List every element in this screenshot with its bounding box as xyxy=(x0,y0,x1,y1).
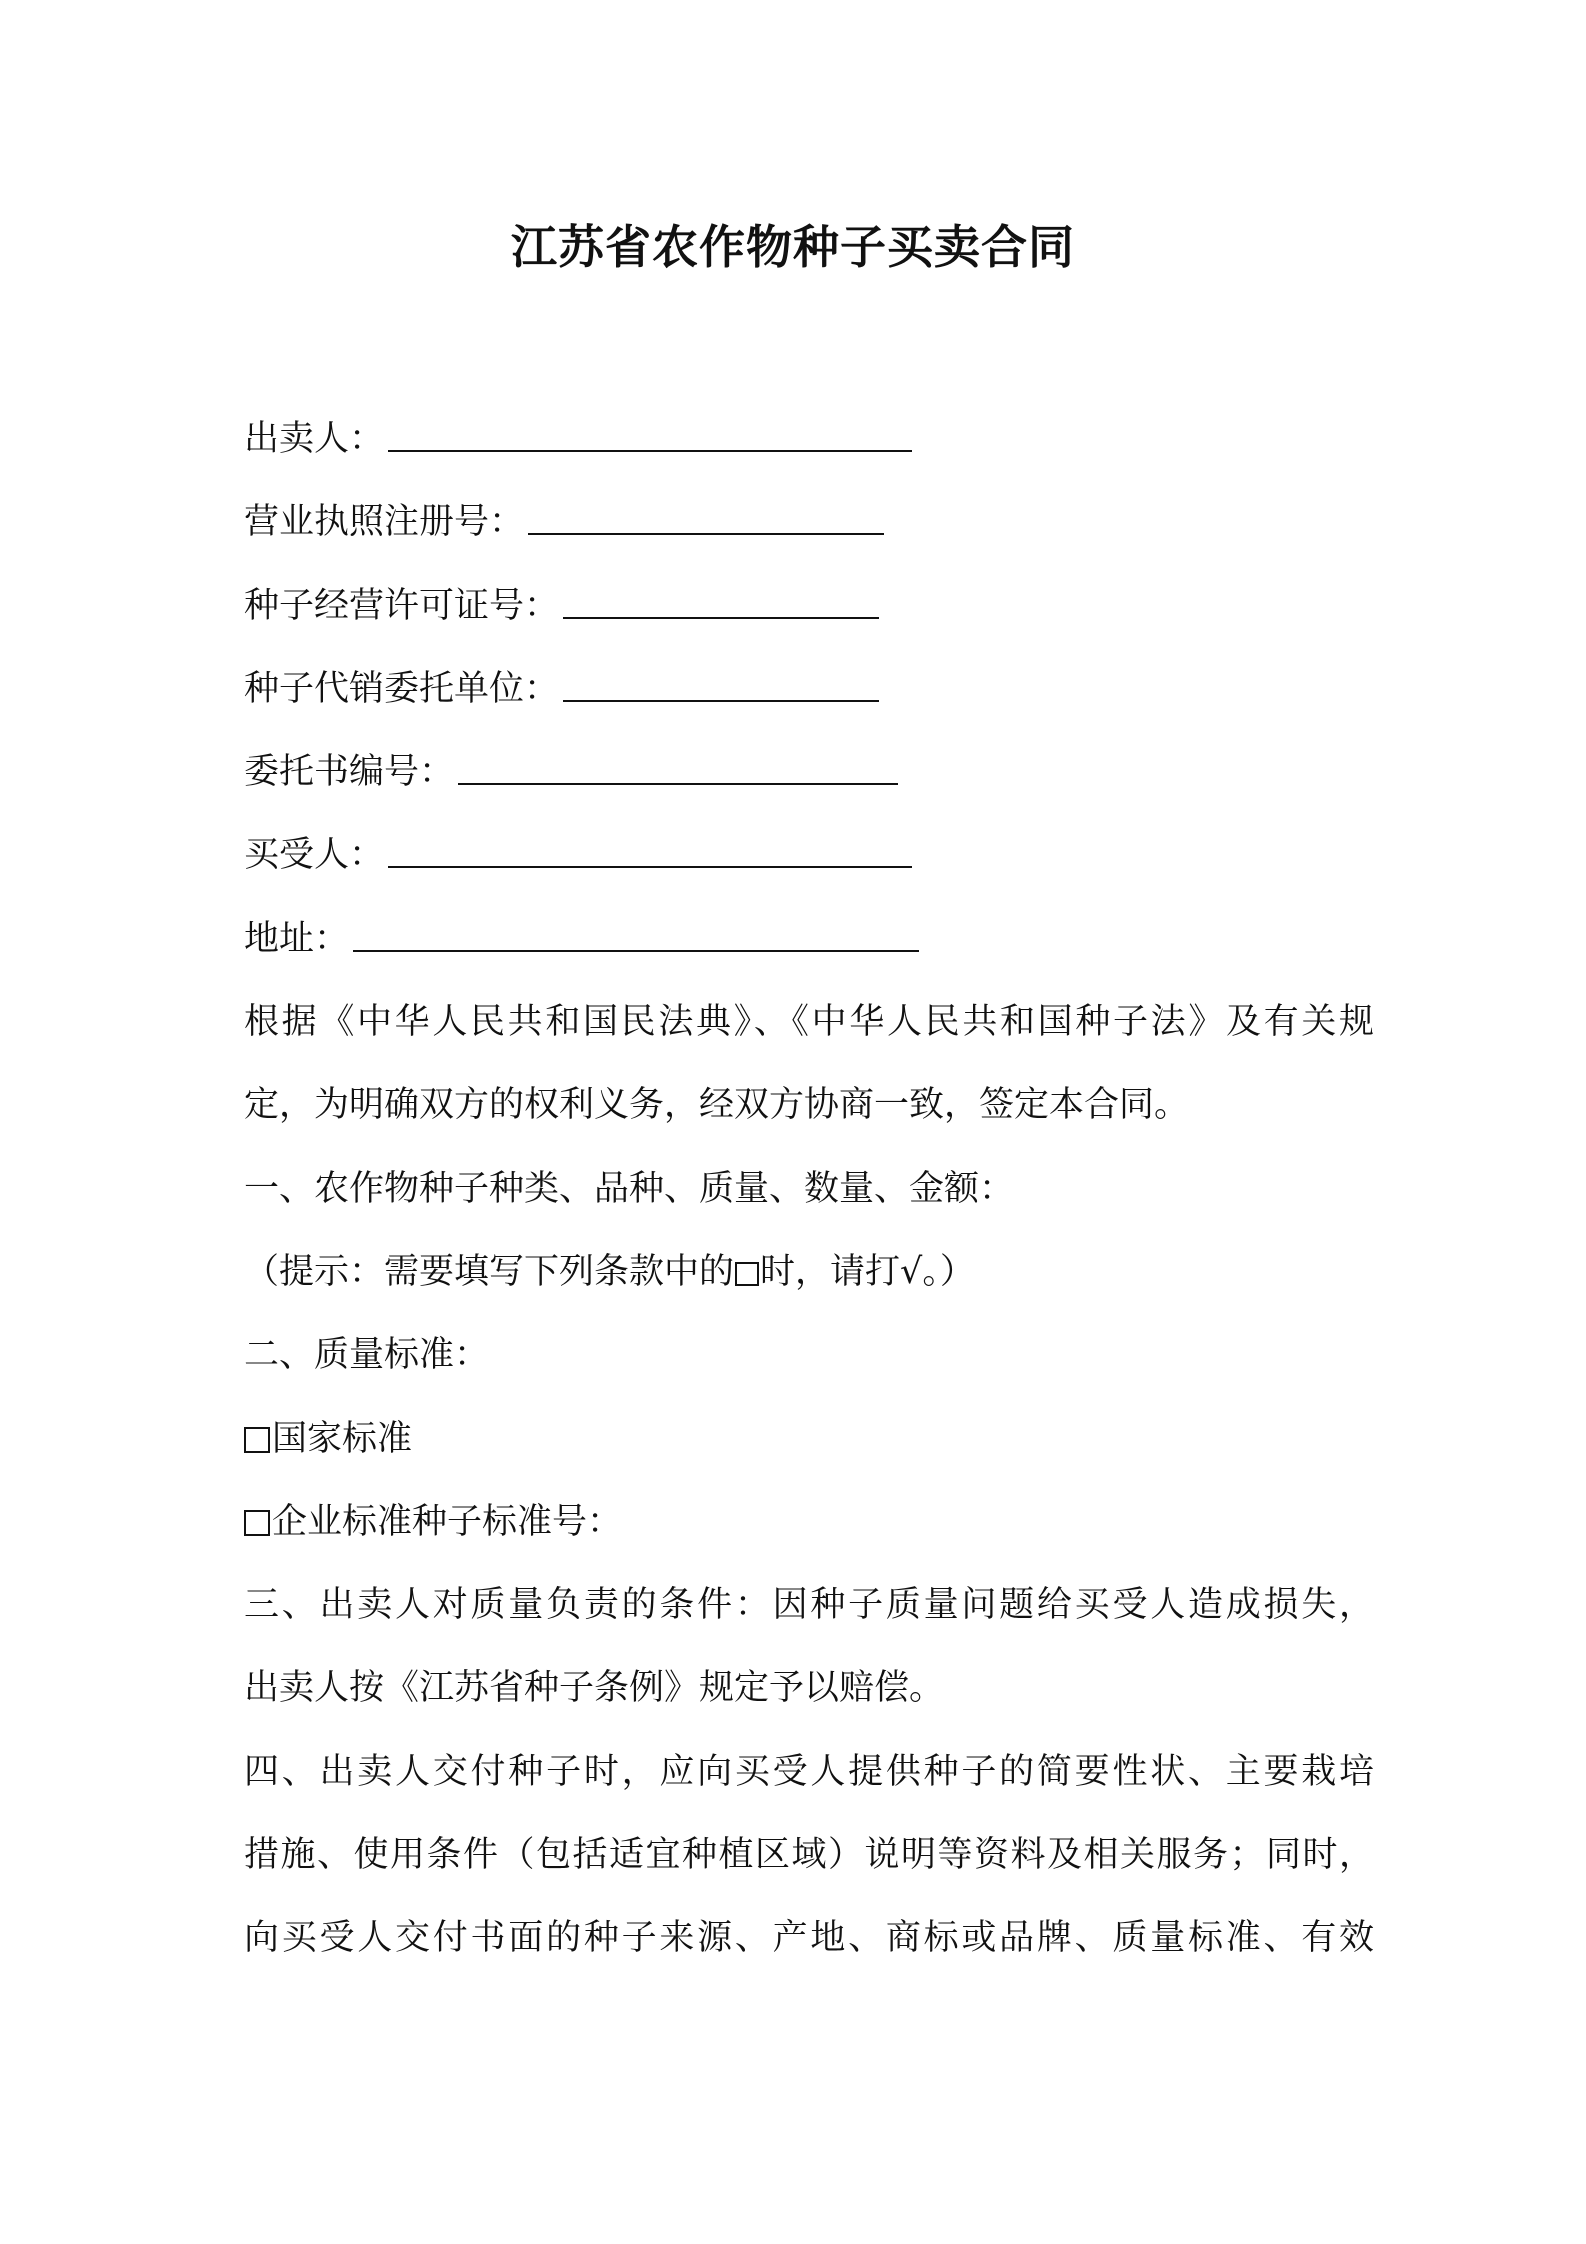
seller-label: 出卖人： xyxy=(244,419,385,459)
enterprise-standard-checkbox[interactable] xyxy=(244,1510,270,1536)
seller-field xyxy=(244,398,1374,481)
entrustment-number-field xyxy=(244,731,1374,814)
seller-blank[interactable] xyxy=(388,410,912,452)
seed-permit-blank[interactable] xyxy=(563,577,879,619)
section4-line-2: 措施、使用条件（包括适宜种植区域）说明等资料及相关服务；同时， xyxy=(244,1835,1374,1876)
business-license-field xyxy=(244,481,1374,564)
section4-line-3: 向买受人交付书面的种子来源、产地、商标或品牌、质量标准、有效 xyxy=(244,1918,1374,1959)
seed-permit-label: 种子经营许可证号： xyxy=(244,585,560,626)
hint-text-after: 时，请打√。） xyxy=(760,1251,975,1292)
section3-line-2: 出卖人按《江苏省种子条例》规定予以赔偿。 xyxy=(244,1668,945,1709)
consignment-unit-label: 种子代销委托单位： xyxy=(244,668,560,709)
preamble-line-2: 定，为明确双方的权利义务，经双方协商一致，签定本合同。 xyxy=(244,1085,1190,1126)
address-blank[interactable] xyxy=(353,910,919,952)
buyer-blank[interactable] xyxy=(388,826,912,868)
option-national-standard xyxy=(244,1398,1374,1481)
consignment-unit-field xyxy=(244,648,1374,731)
contract-body xyxy=(244,398,1374,1981)
buyer-field xyxy=(244,814,1374,897)
section3-line-1: 三、出卖人对质量负责的条件：因种子质量问题给买受人造成损失， xyxy=(244,1585,1374,1626)
buyer-label: 买受人： xyxy=(244,835,385,876)
hint-text-before: （提示：需要填写下列条款中的 xyxy=(244,1251,735,1292)
national-standard-label: 国家标准 xyxy=(272,1418,413,1459)
section1-heading: 一、农作物种子种类、品种、质量、数量、金额： xyxy=(244,1168,1015,1209)
business-license-blank[interactable] xyxy=(528,493,884,535)
seed-permit-field xyxy=(244,565,1374,648)
consignment-unit-blank[interactable] xyxy=(563,660,879,702)
section2-heading: 二、质量标准： xyxy=(244,1335,490,1376)
option-enterprise-standard xyxy=(244,1481,1374,1564)
business-license-label: 营业执照注册号： xyxy=(244,502,525,543)
address-field xyxy=(244,898,1374,981)
entrustment-number-label: 委托书编号： xyxy=(244,752,455,793)
enterprise-standard-label: 企业标准种子标准号： xyxy=(272,1501,623,1542)
checkbox-icon xyxy=(735,1262,759,1286)
national-standard-checkbox[interactable] xyxy=(244,1427,270,1453)
entrustment-number-blank[interactable] xyxy=(458,743,898,785)
preamble-line-1: 根据《中华人民共和国民法典》、《中华人民共和国种子法》及有关规 xyxy=(244,1002,1374,1043)
section1-hint xyxy=(244,1231,1374,1314)
section4-line-1: 四、出卖人交付种子时，应向买受人提供种子的简要性状、主要栽培 xyxy=(244,1751,1374,1792)
document-title: 江苏省农作物种子买卖合同 xyxy=(511,220,1075,274)
address-label: 地址： xyxy=(244,918,350,959)
